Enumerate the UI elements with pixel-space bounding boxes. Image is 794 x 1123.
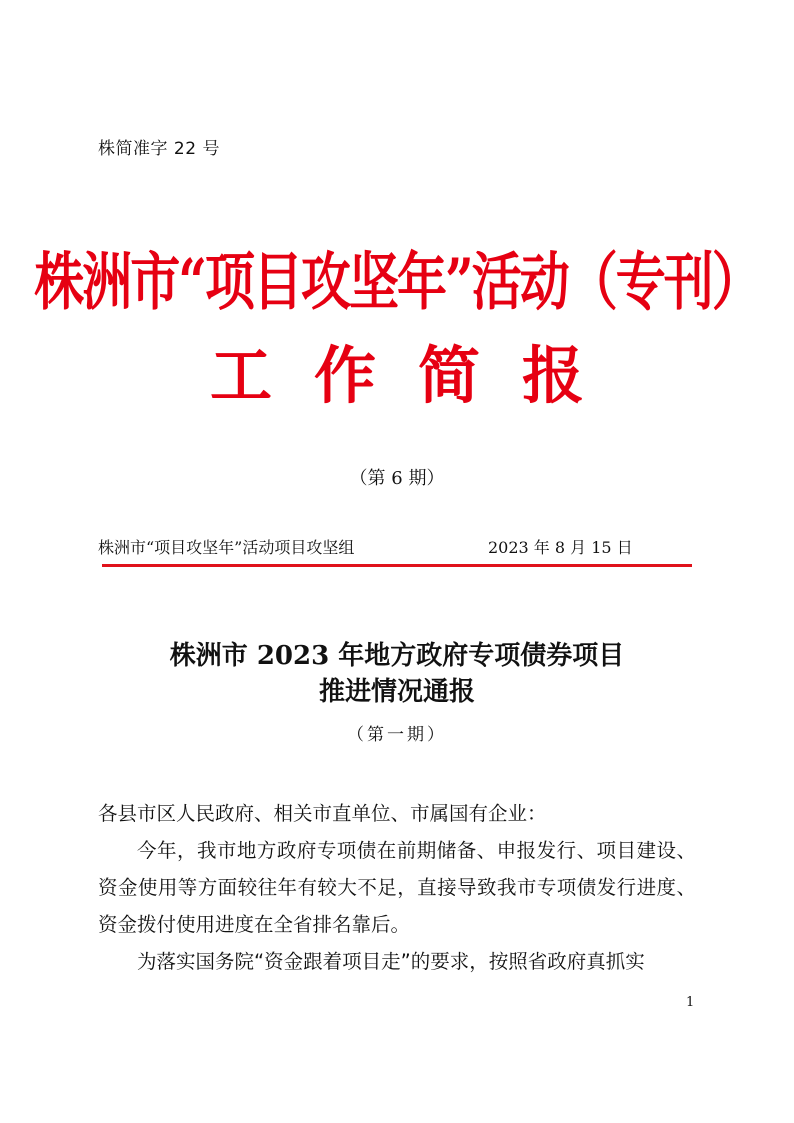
body-paragraph: 今年，我市地方政府专项债在前期储备、申报发行、项目建设、资金使用等方面较往年有较大不足，直接导致我市专项债发行进度、资金拨付使用进度在全省排名靠后。 [98, 839, 696, 936]
masthead-title: 株洲市“项目攻坚年”活动（专刊） [34, 244, 760, 319]
red-divider-rule [102, 564, 692, 567]
article-subtitle: （第一期） [347, 725, 447, 745]
document-number: 株简准字 22 号 [98, 139, 220, 159]
article-title-line-1: 株洲市 2023 年地方政府专项债券项目 [169, 641, 625, 671]
page-number: 1 [686, 995, 695, 1010]
salutation: 各县市区人民政府、相关市直单位、市属国有企业： [98, 802, 547, 825]
article-title-line-2: 推进情况通报 [318, 677, 475, 707]
article-body [98, 795, 696, 980]
issue-date: 2023 年 8 月 15 日 [488, 538, 633, 557]
masthead-subtitle: 工作简报 [209, 339, 626, 412]
article-title [0, 638, 794, 710]
issuer-name: 株洲市“项目攻坚年”活动项目攻坚组 [98, 538, 355, 557]
issue-number: （第 6 期） [349, 468, 445, 489]
body-paragraph: 为落实国务院“资金跟着项目走”的要求，按照省政府真抓实 [137, 950, 645, 973]
